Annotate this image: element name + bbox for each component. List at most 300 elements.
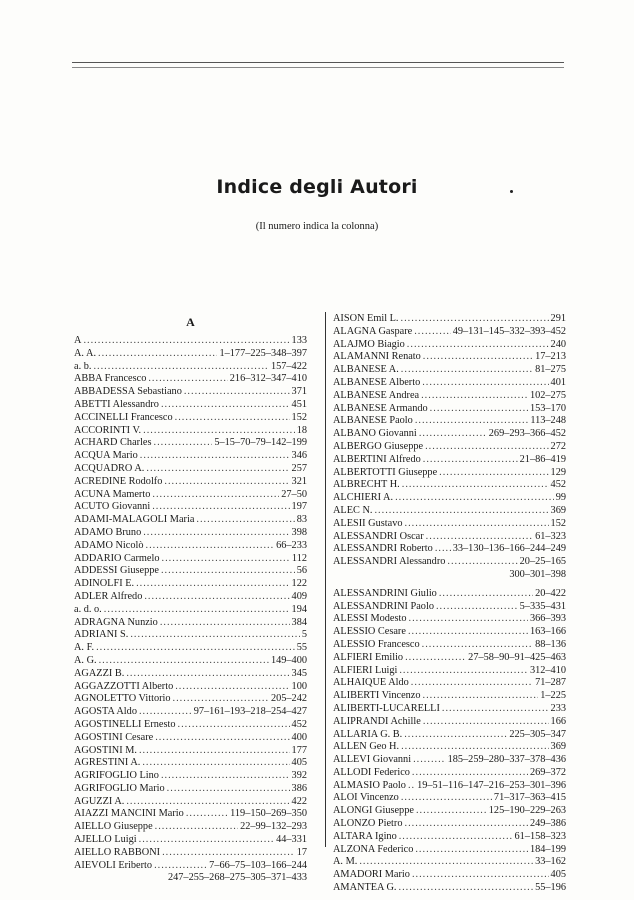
author-name: AGOSTA Aldo	[74, 706, 137, 718]
index-entry	[333, 767, 566, 780]
leader-dots	[411, 677, 533, 690]
author-name: ALBANESE Paolo	[333, 415, 413, 427]
author-name: ALESII Gustavo	[333, 517, 403, 529]
column-numbers: 17–213	[535, 351, 566, 363]
header-rule-top	[72, 62, 564, 63]
author-name: AGUZZI A.	[74, 795, 125, 807]
leader-dots	[140, 450, 290, 463]
column-numbers: 129	[550, 466, 566, 478]
index-entry	[74, 770, 307, 783]
author-name: ALESSANDRI Roberto	[333, 543, 433, 555]
column-numbers: 366–393	[529, 613, 566, 625]
author-name: ALZONA Federico	[333, 843, 414, 855]
column-numbers: 7–66–75–103–166–244	[209, 859, 307, 871]
leader-dots	[136, 578, 289, 591]
author-name: ALESSANDRI Alessandro	[333, 556, 446, 568]
leader-dots	[439, 467, 548, 480]
author-name: ALLODI Federico	[333, 766, 410, 778]
index-entry	[74, 591, 307, 604]
leader-dots	[414, 326, 451, 339]
index-entry	[74, 655, 307, 668]
leader-dots	[402, 479, 549, 492]
index-entry	[333, 377, 566, 390]
index-entry	[74, 757, 307, 770]
index-entry	[333, 741, 566, 754]
page-subtitle: (Il numero indica la colonna)	[255, 221, 379, 232]
column-numbers: 452	[550, 479, 566, 491]
author-name: ALLEN Geo H.	[333, 741, 400, 753]
index-entry	[74, 668, 307, 681]
index-entry	[74, 463, 307, 476]
author-name: ALBANESE Alberto	[333, 376, 421, 388]
leader-dots	[430, 403, 528, 416]
column-numbers: 257	[291, 462, 307, 474]
column-numbers: 122	[291, 578, 307, 590]
author-name: ADAMO Nicolò	[74, 539, 144, 551]
index-entry	[333, 792, 566, 805]
author-name: AGOSTINELLI Ernesto	[74, 718, 176, 730]
index-entry	[74, 629, 307, 642]
index-entry	[333, 428, 566, 441]
section-letter: A	[186, 315, 195, 329]
leader-dots	[83, 335, 289, 348]
leader-dots	[126, 796, 289, 809]
index-entry	[74, 437, 307, 450]
leader-dots	[407, 339, 549, 352]
leader-dots	[164, 476, 289, 489]
column-numbers: 5–15–70–79–142–199	[214, 437, 307, 449]
index-entry	[333, 780, 566, 793]
leader-dots	[155, 732, 289, 745]
author-name: ALBRECHT H.	[333, 479, 400, 491]
author-name: ALLARIA G. B.	[333, 728, 403, 740]
index-entry	[74, 604, 307, 617]
column-numbers: 398	[291, 526, 307, 538]
author-name: ALESSANDRINI Giulio	[333, 587, 437, 599]
author-name: A. G.	[74, 654, 97, 666]
index-entry	[333, 441, 566, 454]
column-numbers: 49–131–145–332–393–452	[452, 325, 566, 337]
author-name: ADDARIO Carmelo	[74, 552, 160, 564]
leader-dots	[408, 780, 415, 793]
author-name: ALBANESE Andrea	[333, 389, 420, 401]
author-name: ACQUADRO A.	[74, 462, 145, 474]
index-entry	[74, 796, 307, 809]
column-numbers: 61–323	[535, 530, 566, 542]
author-name: AIEVOLI Eriberto	[74, 859, 153, 871]
leader-dots	[423, 716, 549, 729]
column-numbers: 27–50	[281, 488, 307, 500]
index-entry	[74, 732, 307, 745]
column-numbers: 194	[291, 603, 307, 615]
author-name: ALESSANDRI Oscar	[333, 530, 424, 542]
index-entry	[74, 808, 307, 821]
author-name: ALOI Vincenzo	[333, 792, 399, 804]
column-numbers: 33–130–136–166–244–249	[452, 543, 566, 555]
leader-dots	[167, 783, 290, 796]
index-entry	[74, 501, 307, 514]
leader-dots	[152, 489, 279, 502]
index-entry	[333, 588, 566, 601]
leader-dots	[104, 604, 290, 617]
index-entry	[333, 639, 566, 652]
leader-dots	[143, 425, 295, 438]
index-entry	[333, 556, 566, 569]
column-numbers: 384	[291, 616, 307, 628]
column-numbers: 1–225	[540, 690, 566, 702]
index-entry	[74, 719, 307, 732]
column-numbers: 113–248	[530, 415, 566, 427]
author-name: AIELLO RABBONI	[74, 846, 161, 858]
index-entry	[333, 754, 566, 767]
index-entry	[333, 339, 566, 352]
author-name: ALAJMO Biagio	[333, 338, 405, 350]
author-name: A	[74, 335, 82, 346]
leader-dots	[409, 613, 528, 626]
leader-dots	[146, 540, 275, 553]
index-entry	[74, 540, 307, 553]
leader-dots	[425, 441, 548, 454]
column-numbers: 369	[550, 741, 566, 753]
leader-dots	[139, 834, 274, 847]
leader-dots	[405, 818, 528, 831]
index-entry	[333, 856, 566, 869]
leader-dots	[96, 642, 295, 655]
column-numbers: 163–166	[529, 626, 566, 638]
index-entry	[74, 489, 307, 502]
index-entry	[74, 834, 307, 847]
column-numbers: 205–242	[270, 693, 307, 705]
column-numbers: 81–275	[535, 364, 566, 376]
leader-dots	[399, 665, 528, 678]
leader-dots	[401, 741, 548, 754]
leader-dots	[161, 565, 295, 578]
leader-dots	[401, 792, 492, 805]
column-numbers: 400	[291, 731, 307, 743]
leader-dots	[423, 351, 533, 364]
leader-dots	[142, 757, 289, 770]
leader-dots	[155, 821, 238, 834]
index-entry	[74, 578, 307, 591]
index-entry	[333, 313, 566, 326]
leader-dots	[359, 856, 533, 869]
column-numbers: 125–190–229–263	[488, 805, 566, 817]
leader-dots	[401, 364, 533, 377]
index-entry	[74, 847, 307, 860]
column-numbers: 112	[291, 552, 307, 564]
leader-dots	[173, 693, 269, 706]
index-entry	[333, 415, 566, 428]
leader-dots	[152, 501, 289, 514]
index-entry	[333, 454, 566, 467]
index-entry	[333, 505, 566, 518]
author-name: ADDESSI Giuseppe	[74, 565, 159, 577]
column-numbers: 321	[291, 475, 307, 487]
author-name: ACQUA Mario	[74, 450, 138, 462]
leader-dots	[175, 412, 290, 425]
index-entry	[333, 467, 566, 480]
column-numbers: 61–158–323	[514, 830, 566, 842]
leader-dots	[442, 703, 549, 716]
author-name: ALAMANNI Renato	[333, 351, 421, 363]
index-entry	[74, 706, 307, 719]
author-name: ALBERTOTTI Giuseppe	[333, 466, 438, 478]
leader-dots	[93, 361, 269, 374]
entry-list-left	[74, 335, 307, 885]
column-numbers: 345	[291, 667, 307, 679]
leader-dots	[130, 629, 299, 642]
column-numbers: 22–99–132–293	[240, 821, 307, 833]
author-name: ALBERTINI Alfredo	[333, 453, 421, 465]
column-numbers: 346	[291, 450, 307, 462]
column-numbers: 55–196	[535, 882, 566, 894]
author-name: ALONGI Giuseppe	[333, 805, 414, 817]
column-numbers-continued: 247–255–268–275–305–371–433	[167, 872, 307, 884]
index-entry	[333, 652, 566, 665]
leader-dots	[395, 492, 554, 505]
index-entry	[333, 531, 566, 544]
index-entry	[333, 665, 566, 678]
index-entry	[74, 335, 307, 348]
column-numbers: 88–136	[535, 638, 566, 650]
index-entry	[74, 783, 307, 796]
index-entry	[74, 642, 307, 655]
author-name: ALBANESE Armando	[333, 402, 428, 414]
author-name: ACUTO Giovanni	[74, 501, 151, 513]
leader-dots	[154, 860, 207, 873]
leader-dots	[408, 626, 528, 639]
index-entry	[74, 617, 307, 630]
index-entry	[74, 821, 307, 834]
leader-dots	[435, 543, 451, 556]
index-entry	[74, 693, 307, 706]
leader-dots	[162, 847, 295, 860]
leader-dots	[426, 531, 533, 544]
index-entry	[333, 690, 566, 703]
index-entry	[74, 681, 307, 694]
leader-dots	[399, 882, 534, 895]
index-entry	[74, 553, 307, 566]
column-numbers: 269–293–366–452	[488, 428, 566, 440]
author-name: a. b.	[74, 360, 92, 372]
author-name: AMADORI Mario	[333, 869, 410, 881]
column-numbers: 371	[291, 386, 307, 398]
column-numbers: 405	[550, 869, 566, 881]
column-numbers: 184–199	[529, 843, 566, 855]
author-name: ALCHIERI A.	[333, 492, 394, 504]
author-name: ALESSIO Cesare	[333, 626, 406, 638]
author-name: a. d. o.	[74, 603, 102, 615]
column-numbers: 20–422	[535, 587, 566, 599]
column-numbers: 177	[291, 744, 307, 756]
column-numbers: 17	[296, 846, 307, 858]
index-entry	[74, 361, 307, 374]
author-name: ALLEVI Giovanni	[333, 754, 412, 766]
author-name: ALIBERTI-LUCARELLI	[333, 702, 440, 714]
index-entry	[74, 565, 307, 578]
index-entry	[333, 831, 566, 844]
column-numbers-continued: 300–301–398	[509, 568, 566, 580]
index-entry	[333, 716, 566, 729]
column-numbers: 153–170	[529, 402, 566, 414]
column-numbers: 197	[291, 501, 307, 513]
author-name: ALFIERI Luigi	[333, 664, 398, 676]
leader-dots	[374, 505, 548, 518]
column-numbers: 157–422	[270, 360, 307, 372]
leader-dots	[184, 386, 290, 399]
leader-dots	[154, 437, 213, 450]
author-name: ALFIERI Emilio	[333, 651, 404, 663]
author-name: ADLER Alfredo	[74, 590, 143, 602]
leader-dots	[161, 399, 290, 412]
column-numbers: 102–275	[529, 389, 566, 401]
entry-list-right	[333, 313, 566, 895]
column-numbers: 401	[550, 376, 566, 388]
index-entry	[333, 626, 566, 639]
index-entry	[74, 386, 307, 399]
column-numbers: 422	[291, 795, 307, 807]
author-name: ADRIANI S.	[74, 629, 129, 641]
leader-dots	[162, 553, 290, 566]
index-entry	[333, 805, 566, 818]
index-entry	[74, 425, 307, 438]
column-numbers: 66–233	[276, 539, 307, 551]
leader-dots	[422, 639, 533, 652]
index-entry	[74, 412, 307, 425]
author-name: AIELLO Giuseppe	[74, 821, 153, 833]
column-numbers: 100	[291, 680, 307, 692]
column-numbers: 21–86–419	[519, 453, 566, 465]
index-entry	[333, 601, 566, 614]
column-numbers: 249–386	[529, 818, 566, 830]
author-name: ALBERGO Giuseppe	[333, 440, 424, 452]
leader-dots	[175, 681, 289, 694]
index-entry	[74, 348, 307, 361]
author-name: ABBA Francesco	[74, 373, 147, 385]
column-numbers: 119–150–269–350	[230, 808, 307, 820]
author-name: ADINOLFI E.	[74, 578, 135, 590]
index-entry	[333, 351, 566, 364]
author-name: ALHAIQUE Aldo	[333, 677, 409, 689]
index-entry	[333, 844, 566, 857]
column-numbers: 56	[296, 565, 307, 577]
column-numbers: 55	[296, 642, 307, 654]
column-numbers: 216–312–347–410	[229, 373, 307, 385]
author-name: AMANTEA G.	[333, 882, 397, 894]
leader-dots	[98, 348, 217, 361]
author-name: ACCORINTI V.	[74, 424, 142, 436]
author-name: ALIPRANDI Achille	[333, 715, 421, 727]
author-name: ALIBERTI Vincenzo	[333, 690, 421, 702]
column-numbers: 97–161–193–218–254–427	[193, 706, 307, 718]
column-numbers: 27–58–90–91–425–463	[468, 651, 566, 663]
author-name: ALEC N.	[333, 504, 373, 516]
author-name: ADAMO Bruno	[74, 526, 142, 538]
leader-dots	[422, 377, 548, 390]
index-entry	[333, 326, 566, 339]
author-name: ALMASIO Paolo	[333, 779, 406, 791]
leader-dots	[413, 754, 446, 767]
leader-dots	[447, 556, 517, 569]
index-entry	[333, 703, 566, 716]
leader-dots	[415, 415, 529, 428]
column-numbers: 272	[550, 440, 566, 452]
column-numbers: 369	[550, 504, 566, 516]
leader-dots	[139, 745, 290, 758]
column-numbers: 233	[550, 702, 566, 714]
leader-dots	[405, 652, 466, 665]
header-rule-bottom	[72, 67, 564, 68]
ink-speck	[510, 190, 513, 193]
leader-dots	[144, 591, 289, 604]
leader-dots	[404, 729, 507, 742]
leader-dots	[412, 767, 528, 780]
column-numbers: 269–372	[529, 766, 566, 778]
leader-dots	[423, 454, 518, 467]
author-name: ACHARD Charles	[74, 437, 152, 449]
author-name: ALESSANDRINI Paolo	[333, 600, 434, 612]
leader-dots	[148, 373, 227, 386]
author-name: A. F.	[74, 642, 95, 654]
index-entry	[333, 729, 566, 742]
author-name: A. A.	[74, 347, 97, 359]
column-numbers: 392	[291, 770, 307, 782]
index-entry	[74, 745, 307, 758]
column-numbers: 71–287	[535, 677, 566, 689]
column-numbers: 149–400	[270, 654, 307, 666]
leader-dots	[439, 588, 533, 601]
column-numbers: 152	[291, 411, 307, 423]
index-entry	[333, 364, 566, 377]
author-name: ABBADESSA Sebastiano	[74, 386, 182, 398]
author-name: AGRESTINI A.	[74, 757, 141, 769]
column-numbers: 312–410	[529, 664, 566, 676]
leader-dots	[139, 706, 192, 719]
index-column-left	[74, 313, 307, 885]
index-column-right	[333, 313, 566, 895]
author-name: ALAGNA Gaspare	[333, 325, 413, 337]
leader-dots	[99, 655, 269, 668]
column-numbers: 409	[291, 590, 307, 602]
index-entry	[333, 818, 566, 831]
author-name: AJELLO Luigi	[74, 834, 137, 846]
author-name: AGAZZI B.	[74, 667, 125, 679]
author-name: AIAZZI MANCINI Mario	[74, 808, 184, 820]
column-numbers: 20–25–165	[519, 556, 566, 568]
index-entry	[333, 479, 566, 492]
index-entry	[74, 373, 307, 386]
author-name: AISON Emil L.	[333, 313, 399, 324]
author-name: ABETTI Alessandro	[74, 398, 159, 410]
index-entry	[333, 543, 566, 556]
column-numbers: 18	[296, 424, 307, 436]
author-name: A. M.	[333, 856, 358, 868]
leader-dots	[412, 869, 549, 882]
index-entry	[333, 613, 566, 626]
index-entry	[333, 882, 566, 895]
column-numbers: 405	[291, 757, 307, 769]
leader-dots	[416, 805, 487, 818]
leader-dots	[160, 617, 290, 630]
leader-dots	[186, 808, 228, 821]
index-entry	[333, 403, 566, 416]
leader-dots	[161, 770, 290, 783]
index-entry	[333, 518, 566, 531]
author-name: ACREDINE Rodolfo	[74, 475, 163, 487]
leader-dots	[126, 668, 289, 681]
author-name: AGRIFOGLIO Mario	[74, 782, 165, 794]
author-name: ALBANO Giovanni	[333, 428, 417, 440]
